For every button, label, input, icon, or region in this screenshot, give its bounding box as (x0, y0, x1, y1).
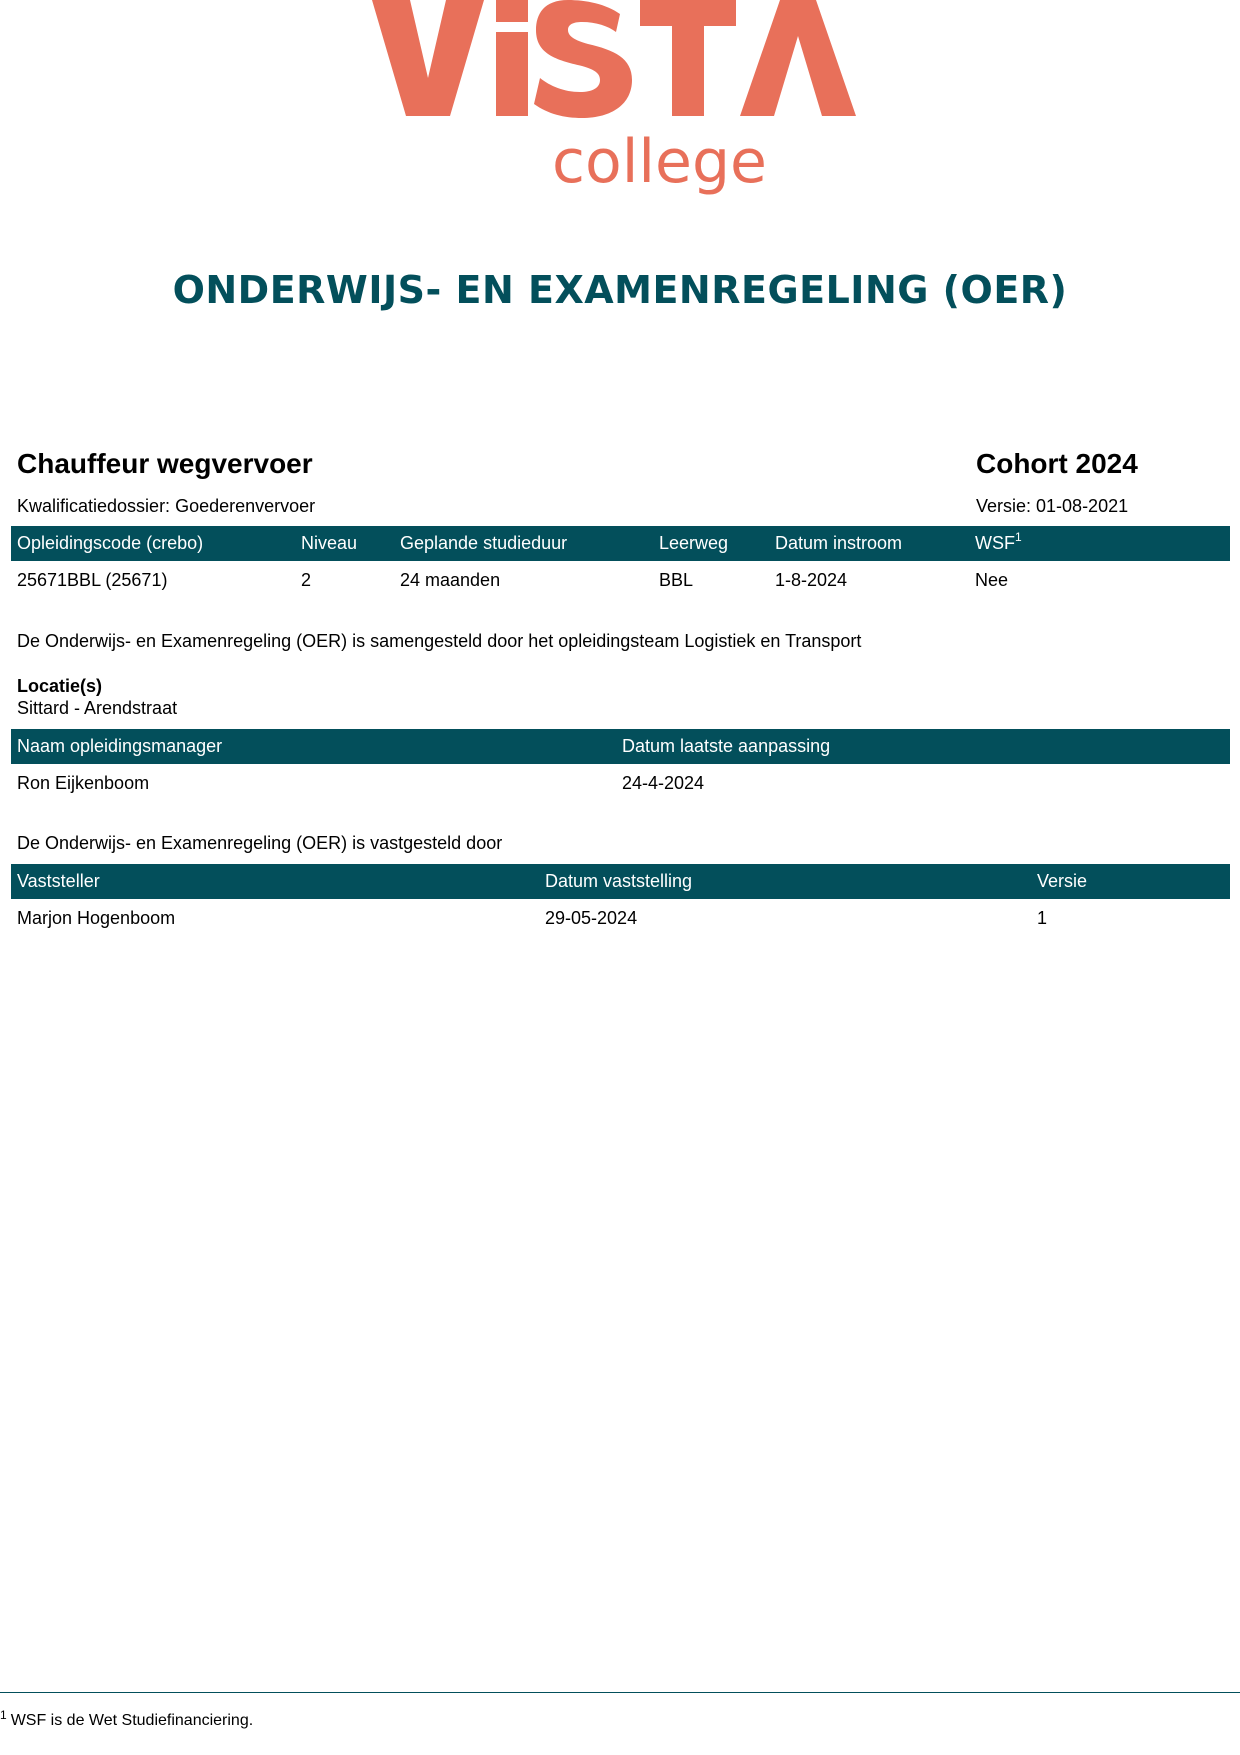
cell-laatste-aanpassing: 24-4-2024 (622, 773, 705, 793)
table-header-row (11, 729, 1230, 764)
header-niveau: Niveau (301, 533, 358, 553)
cell-opleidingsmanager: Ron Eijkenboom (17, 773, 150, 793)
table-row (11, 561, 1230, 599)
footnote-divider (0, 1692, 1240, 1693)
header-wsf: WSF$^1$ (975, 530, 1022, 553)
cohort-label: Cohort 2024 (976, 448, 1138, 479)
locatie-label: Locatie(s) (17, 676, 103, 696)
cell-wsf: Nee (975, 570, 1009, 590)
logo-college-text: college (552, 127, 767, 197)
header-datum-instroom: Datum instroom (775, 533, 903, 553)
cell-datum-instroom: 1-8-2024 (775, 570, 848, 590)
header-versie: Versie (1037, 871, 1088, 891)
footnote (0, 1708, 254, 1730)
footnote-mark: 1 (0, 1708, 7, 1722)
cell-opleidingscode: 25671BBL (25671) (17, 570, 168, 590)
document-title: ONDERWIJS- EN EXAMENREGELING (OER) (172, 268, 1068, 312)
cell-vaststeller: Marjon Hogenboom (17, 908, 176, 928)
locatie-value: Sittard - Arendstraat (17, 698, 178, 718)
table-header-row (11, 526, 1230, 561)
header-laatste-aanpassing: Datum laatste aanpassing (622, 736, 831, 756)
cell-versie: 1 (1037, 908, 1048, 928)
cell-datum-vaststelling: 29-05-2024 (545, 908, 638, 928)
cell-studieduur: 24 maanden (400, 570, 501, 590)
footnote-text: WSF is de Wet Studiefinanciering. (10, 1712, 254, 1729)
header-opleidingscode: Opleidingscode (crebo) (17, 533, 204, 553)
kwalificatiedossier: Kwalificatiedossier: Goederenvervoer (17, 496, 316, 516)
cell-niveau: 2 (301, 570, 312, 590)
header-leerweg: Leerweg (659, 533, 729, 553)
header-studieduur: Geplande studieduur (400, 533, 568, 553)
header-opleidingsmanager: Naam opleidingsmanager (17, 736, 223, 756)
header-datum-vaststelling: Datum vaststelling (545, 871, 693, 891)
vista-college-logo (360, 0, 880, 210)
footnote-ref: 1 (1015, 530, 1022, 544)
program-name: Chauffeur wegvervoer (17, 448, 313, 479)
vaststelling-table (11, 864, 1230, 937)
table-row (11, 764, 1230, 802)
table-header-row (11, 864, 1230, 899)
program-info-table (11, 526, 1230, 599)
header-vaststeller: Vaststeller (17, 871, 100, 891)
cell-leerweg: BBL (659, 570, 694, 590)
vastgesteld-text: De Onderwijs- en Examenregeling (OER) is vastgesteld door (17, 833, 503, 853)
version-label: Versie: 01-08-2021 (976, 496, 1129, 516)
samengesteld-text: De Onderwijs- en Examenregeling (OER) is samengesteld door het opleidingsteam Logistiek en Transport (17, 631, 862, 651)
table-row (11, 899, 1230, 937)
manager-table (11, 729, 1230, 802)
